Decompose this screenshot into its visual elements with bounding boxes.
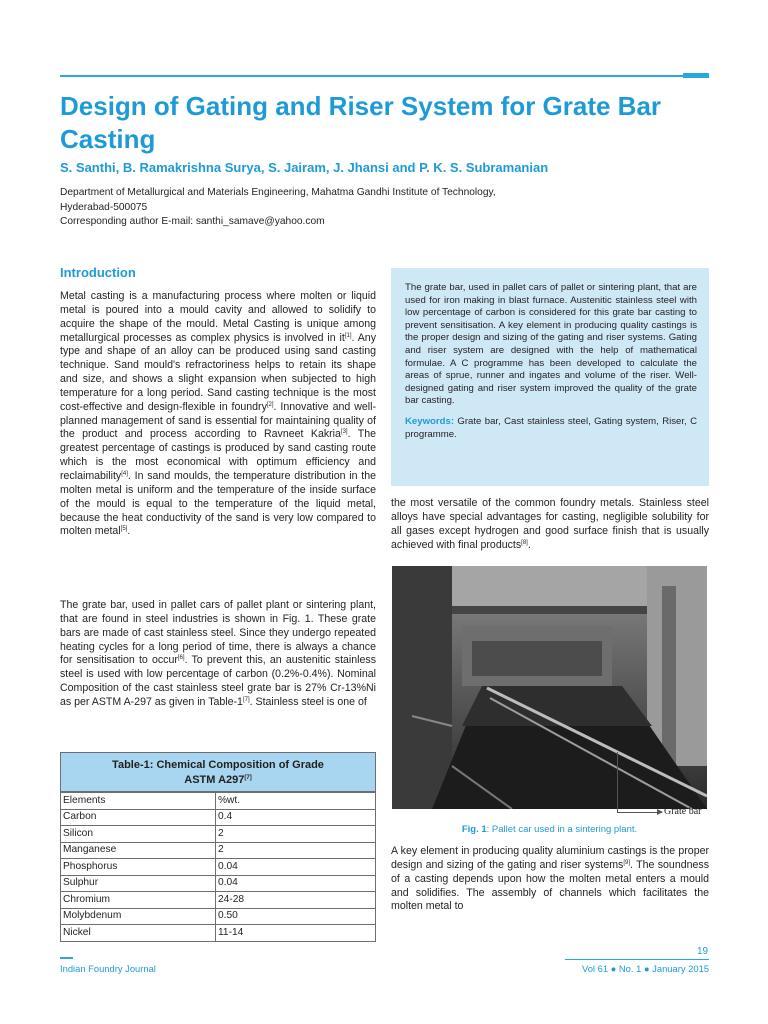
citation: [8]: [521, 539, 528, 546]
value-cell: 0.4: [216, 809, 376, 826]
table-row: [61, 925, 376, 942]
value-cell: 24-28: [216, 892, 376, 909]
page-number: 19: [697, 946, 709, 957]
table-row: [61, 908, 376, 925]
citation: [7]: [242, 696, 250, 703]
keywords: [405, 416, 697, 441]
element-cell: Elements: [61, 793, 216, 810]
article-authors: S. Santhi, B. Ramakrishna Surya, S. Jairam, J. Jhansi and P. K. S. Subramanian: [60, 160, 549, 175]
affiliation-line: Hyderabad-500075: [60, 201, 148, 213]
citation: [1]: [344, 332, 352, 339]
element-cell: Carbon: [61, 809, 216, 826]
grate-bar-label: Grate bar: [664, 806, 702, 817]
citation: [2]: [266, 401, 274, 408]
citation: [6]: [177, 655, 185, 662]
abstract-box: [391, 268, 709, 486]
table-title: Table-1: Chemical Composition of Grade ASTM A297[7]: [60, 752, 376, 792]
pallet-car-photo: [392, 566, 707, 809]
table-row: [61, 842, 376, 859]
element-cell: Silicon: [61, 826, 216, 843]
grate-bar-leader: [617, 752, 618, 812]
value-cell: %wt.: [216, 793, 376, 810]
value-cell: 0.04: [216, 875, 376, 892]
citation: [3]: [340, 429, 348, 436]
element-cell: Phosphorus: [61, 859, 216, 876]
affiliation-line: Department of Metallurgical and Materials Engineering, Mahatma Gandhi Institute of Technology,: [60, 187, 496, 198]
table-row: [61, 826, 376, 843]
value-cell: 0.04: [216, 859, 376, 876]
affiliation: [60, 186, 700, 230]
citation: [4]: [121, 470, 128, 477]
header-rule-accent: [683, 73, 709, 78]
element-cell: Chromium: [61, 892, 216, 909]
composition-table-body: [60, 792, 376, 942]
element-cell: Sulphur: [61, 875, 216, 892]
introduction-heading: Introduction: [60, 265, 136, 280]
table-row: [61, 892, 376, 909]
table-row: [61, 875, 376, 892]
element-cell: Manganese: [61, 842, 216, 859]
value-cell: 2: [216, 842, 376, 859]
issue-info: Vol 61 ● No. 1 ● January 2015: [581, 963, 709, 974]
intro-paragraph-2: The grate bar, used in pallet cars of pallet plant or sintering plant, that are found in steel industries is shown in Fig. 1. These grate bars are made of cast stainless steel. Since they undergo repeated heating cycles for a long period of time, there is always a chance for sensitisation to occur[6]. To prevent this, an austenitic stainless steel is used with low percentage of carbon (0.2%-0.4%). Nominal Composition of the cast stainless steel grate bar is 27% Cr-13%Ni as per ASTM A-297 as given in Table-1[7]. Stainless steel is one of: [60, 599, 376, 708]
element-cell: Nickel: [61, 925, 216, 942]
keywords-label: Keywords:: [405, 415, 455, 427]
citation: [9]: [623, 859, 631, 866]
article-title: Design of Gating and Riser System for Grate Bar Casting: [60, 91, 662, 154]
body-paragraph-3: the most versatile of the common foundry metals. Stainless steel alloys have special advantages for casting, negligible solubility for all gases except hydrogen and good surface finish that is usually achieved with final products[8].: [391, 497, 709, 551]
header-rule: [60, 75, 708, 77]
table-row: [61, 859, 376, 876]
value-cell: 0.50: [216, 908, 376, 925]
footer-rule: [565, 959, 709, 960]
grate-bar-leader: [617, 812, 662, 813]
footer-accent: [60, 957, 73, 959]
journal-name: Indian Foundry Journal: [60, 963, 156, 974]
corresponding-author: Corresponding author E-mail: santhi_samave@yahoo.com: [60, 216, 325, 227]
value-cell: 2: [216, 826, 376, 843]
table-row: [61, 809, 376, 826]
table-row: [61, 793, 376, 810]
citation: [5]: [120, 526, 128, 533]
body-paragraph-4: A key element in producing quality aluminium castings is the proper design and sizing of the gating and riser systems[9]. The soundness of a casting depends upon how the molten metal enters a mould and solidifies. The assembly of channels which facilitates the molten metal to: [391, 845, 709, 913]
citation: [7]: [244, 775, 252, 781]
composition-table: [60, 752, 376, 942]
figure-caption: Fig. 1: Pallet car used in a sintering plant.: [461, 824, 638, 835]
keywords-list: Grate bar, Cast stainless steel, Gating system, Riser, C programme.: [405, 415, 697, 440]
value-cell: 11-14: [216, 925, 376, 942]
element-cell: Molybdenum: [61, 908, 216, 925]
abstract-text: The grate bar, used in pallet cars of pallet or sintering plant, that are used for iron making in blast furnace. Austenitic stainless steel with low percentage of carbon is considered for this grate bar casting to prevent sensitisation. A key element in producing quality castings is the proper design and sizing of the gating and riser systems. Gating and riser system are designed with the help of mathematical formulae. A C programme has been developed to calculate the areas of sprue, runner and ingates and volume of the riser. Well-designed gating and riser system improved the quality of the grate bar casting.: [405, 282, 697, 407]
intro-paragraph-1: Metal casting is a manufacturing process where molten or liquid metal is poured into a mould cavity and allowed to solidify to acquire the shape of the mould. Metal Casting is unique among metallurgical processes as complex physics is involved in it[1]. Any type and shape of an alloy can be produced using sand casting technique. Sand mould's refractoriness helps to retain its shape and size, and shows a slight expansion when subjected to high temperature for a long period. Sand casting technique is the most cost-effective and design-flexible in foundry[2]. Innovative and well-planned management of sand is essential for maintaining quality of the product and process according to Ravneet Kakria[3]. The greatest percentage of castings is produced by sand casting route which is the most economical with optimum efficiency and reclaimability[4]. In sand moulds, the temperature distribution in the molten metal is uniform and the temperature of the inside surface of the mould is equal to the temperature of the liquid metal, because the heat conductivity of the sand is very low compared to molten metal[5].: [60, 290, 376, 538]
arrow-icon: [657, 809, 663, 815]
